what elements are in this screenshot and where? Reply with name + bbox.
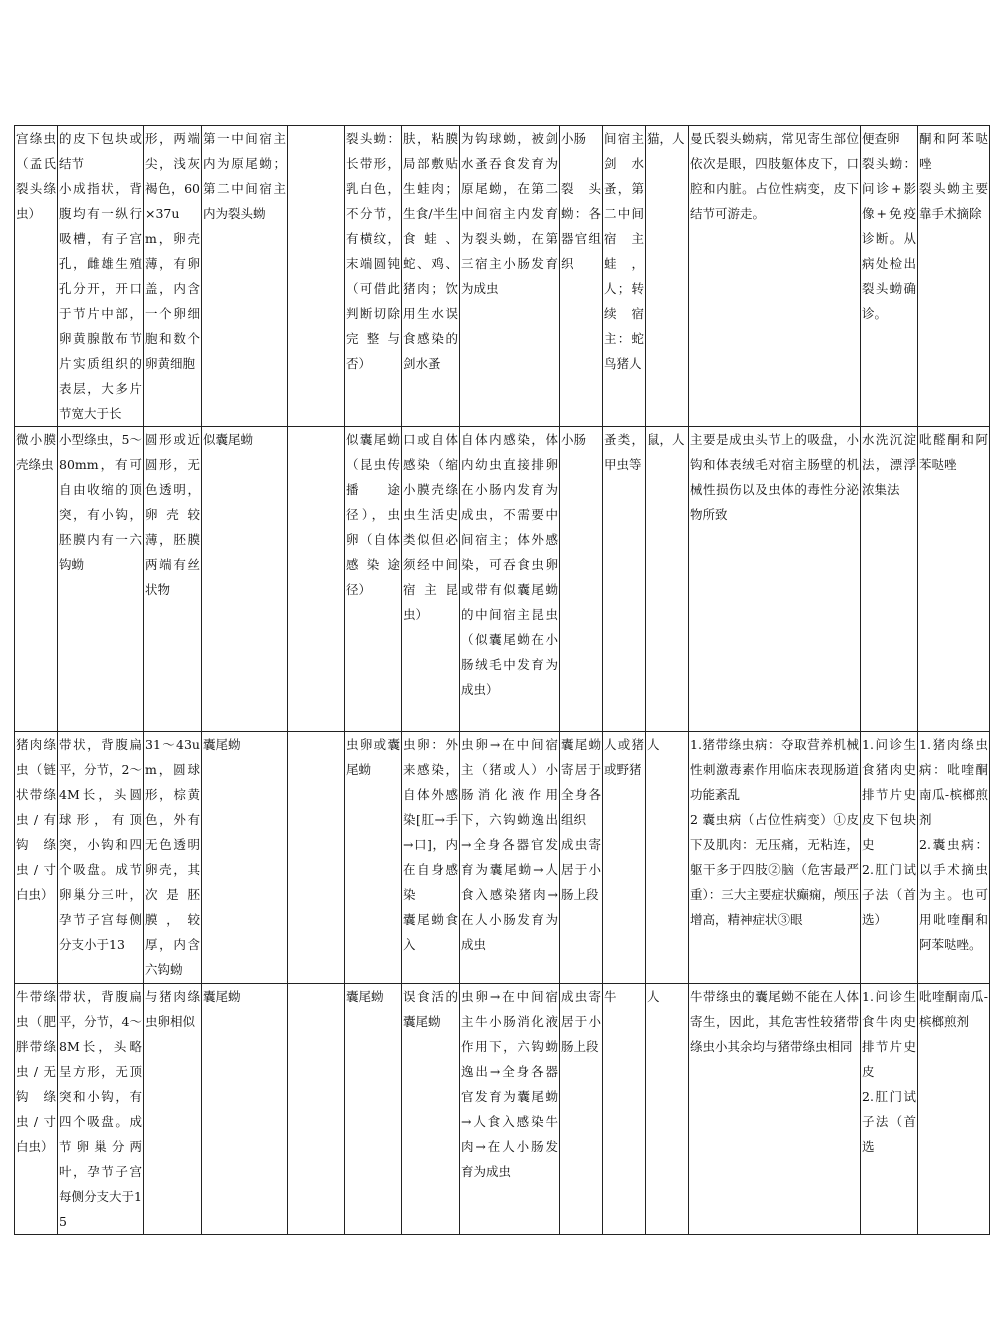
cell-adult-morphology: 带状，背腹扁平，分节，2～4M长，头圆球形，有顶突，小钩和四个吸盘。成节卵巢分三叶，孕节子宫每侧分支小于13 (58, 732, 144, 984)
cell-life-cycle: 自体内感染，体内幼虫直接排卵在小肠内发育为成虫，不需要中间宿主；体外感染，可吞食虫卵或带有似囊尾蚴的中间宿主昆虫（似囊尾蚴在小肠绒毛中发育为成虫） (460, 427, 560, 732)
cell-egg-morphology: 圆形或近圆形，无色透明，卵壳较薄，胚膜两端有丝状物 (144, 427, 202, 732)
cell-definitive-host: 猫，人 (646, 126, 689, 427)
cell-pathogenesis: 主要是成虫头节上的吸盘，小钩和体表绒毛对宿主肠壁的机械性损伤以及虫体的毒性分泌物所致 (689, 427, 861, 732)
cell-diagnosis: 1.问诊生食猪肉史排节片史皮下包块史 2.肛门试子法（首选） (861, 732, 918, 984)
cell-adult-morphology: 小型绦虫，5～80mm，有可自由收缩的顶突，有小钩，胚膜内有一六钩蚴 (58, 427, 144, 732)
table-row-manson-tapeworm (15, 126, 990, 427)
cell-pathogenesis: 曼氏裂头蚴病，常见寄生部位依次是眼，四肢躯体皮下，口腔和内脏。占位性病变，皮下结节可游走。 (689, 126, 861, 427)
cell-intermediate-host: 牛 (603, 984, 646, 1235)
cell-parasitic-site: 小肠 裂头蚴：各器官组织 (560, 126, 603, 427)
cell-infection-route: 误食活的囊尾蚴 (402, 984, 460, 1235)
cell-treatment: 酮和阿苯哒唑 裂头蚴主要靠手术摘除 (918, 126, 990, 427)
cell-intermediate-host: 人或猪或野猪 (603, 732, 646, 984)
cell-larva-stage: 囊尾蚴 (202, 984, 288, 1235)
cell-infective-stage: 裂头蚴：长带形，乳白色，不分节，有横纹，末端圆钝（可借此判断切除完整与否） (345, 126, 402, 427)
cell-pathogenesis: 1.猪带绦虫病：夺取营养机械性刺激毒素作用临床表现肠道功能紊乱 2 囊虫病（占位性病变）①皮下及肌肉：无压痛，无粘连，躯干多于四肢②脑（危害最严重）：三大主要症状癫痫，颅压增高，精神症状③眼 (689, 732, 861, 984)
cell-species: 牛带绦虫（肥胖带绦虫/无钩绦虫/寸白虫） (15, 984, 58, 1235)
cell-empty (288, 984, 345, 1235)
cell-diagnosis: 1.问诊生食牛肉史排节片史皮 2.肛门试子法（首选 (861, 984, 918, 1235)
table-row-pork-tapeworm (15, 732, 990, 984)
table-row-dwarf-tapeworm (15, 427, 990, 732)
cell-egg-morphology: 31～43um，圆球形，棕黄色，外有无色透明卵壳，其次是胚膜，较厚，内含六钩蚴 (144, 732, 202, 984)
cell-definitive-host: 人 (646, 732, 689, 984)
cell-larva-stage: 囊尾蚴 (202, 732, 288, 984)
cell-infective-stage: 似囊尾蚴（昆虫传播途径），虫卵（自体感染途径） (345, 427, 402, 732)
cell-definitive-host: 鼠，人 (646, 427, 689, 732)
table-row-beef-tapeworm (15, 984, 990, 1235)
cell-empty (288, 732, 345, 984)
cell-empty (288, 126, 345, 427)
cell-adult-morphology: 带状，背腹扁平，分节，4～8M长，头略呈方形，无顶突和小钩，有四个吸盘。成节卵巢分两叶，孕节子宫每侧分支大于15 (58, 984, 144, 1235)
cell-species: 猪肉绦虫（链状带绦虫/有钩绦虫/寸白虫） (15, 732, 58, 984)
parasite-table (14, 125, 990, 1235)
cell-infection-route: 虫卵：外来感染，自体外感染[肛→手→口]，内在自身感染 囊尾蚴食入 (402, 732, 460, 984)
cell-parasitic-site: 成虫寄居于小肠上段 (560, 984, 603, 1235)
cell-diagnosis: 便查卵 裂头蚴：问诊+影像+免疫诊断。从病处检出裂头蚴确诊。 (861, 126, 918, 427)
cell-life-cycle: 虫卵→在中间宿主牛小肠消化液作用下，六钩蚴逸出→全身各器官发育为囊尾蚴→人食入感染牛肉→在人小肠发育为成虫 (460, 984, 560, 1235)
cell-treatment: 吡醛酮和阿苯哒唑 (918, 427, 990, 732)
cell-life-cycle: 虫卵→在中间宿主（猪或人）小肠消化液作用下，六钩蚴逸出→全身各器官发育为囊尾蚴→人食入感染猪肉→在人小肠发育为成虫 (460, 732, 560, 984)
cell-pathogenesis: 牛带绦虫的囊尾蚴不能在人体寄生，因此，其危害性较猪带绦虫小其余均与猪带绦虫相同 (689, 984, 861, 1235)
cell-parasitic-site: 囊尾蚴寄居于全身各组织 成虫寄居于小肠上段 (560, 732, 603, 984)
cell-infection-route: 肤，粘膜局部敷贴生蛙肉；生食/半生食蛙、蛇、鸡、猪肉；饮用生水误食感染的剑水蚤 (402, 126, 460, 427)
cell-infective-stage: 虫卵或囊尾蚴 (345, 732, 402, 984)
cell-infection-route: 口或自体感染（缩小膜壳绦虫生活史类似但必须经中间宿主昆虫） (402, 427, 460, 732)
cell-adult-morphology: 的皮下包块或结节 小成指状，背腹均有一纵行吸槽，有子宫孔，雌雄生殖孔分开，开口于节片中部，卵黄腺散布节片实质组织的表层，大多片节宽大于长 (58, 126, 144, 427)
cell-larva-stage: 第一中间宿主内为原尾蚴；第二中间宿主内为裂头蚴 (202, 126, 288, 427)
cell-treatment: 吡喹酮南瓜-槟榔煎剂 (918, 984, 990, 1235)
cell-treatment: 1.猪肉绦虫病：吡喹酮南瓜-槟榔煎剂 2.囊虫病：以手术摘虫为主。也可用吡喹酮和阿苯哒唑。 (918, 732, 990, 984)
cell-intermediate-host: 蚤类，甲虫等 (603, 427, 646, 732)
cell-species: 宫绦虫（孟氏裂头绦虫） (15, 126, 58, 427)
cell-egg-morphology: 与猪肉绦虫卵相似 (144, 984, 202, 1235)
cell-infective-stage: 囊尾蚴 (345, 984, 402, 1235)
cell-definitive-host: 人 (646, 984, 689, 1235)
cell-intermediate-host: 间宿主剑水蚤，第二中间宿主蛙，人；转续宿主：蛇鸟猪人 (603, 126, 646, 427)
cell-life-cycle: 为钩球蚴，被剑水蚤吞食发育为原尾蚴，在第二中间宿主内发育为裂头蚴，在第三宿主小肠发育为成虫 (460, 126, 560, 427)
cell-empty (288, 427, 345, 732)
cell-parasitic-site: 小肠 (560, 427, 603, 732)
cell-diagnosis: 水洗沉淀法，漂浮浓集法 (861, 427, 918, 732)
cell-species: 微小膜壳绦虫 (15, 427, 58, 732)
cell-larva-stage: 似囊尾蚴 (202, 427, 288, 732)
cell-egg-morphology: 形，两端尖，浅灰褐色，60×37um，卵壳薄，有卵盖，内含一个卵细胞和数个卵黄细胞 (144, 126, 202, 427)
